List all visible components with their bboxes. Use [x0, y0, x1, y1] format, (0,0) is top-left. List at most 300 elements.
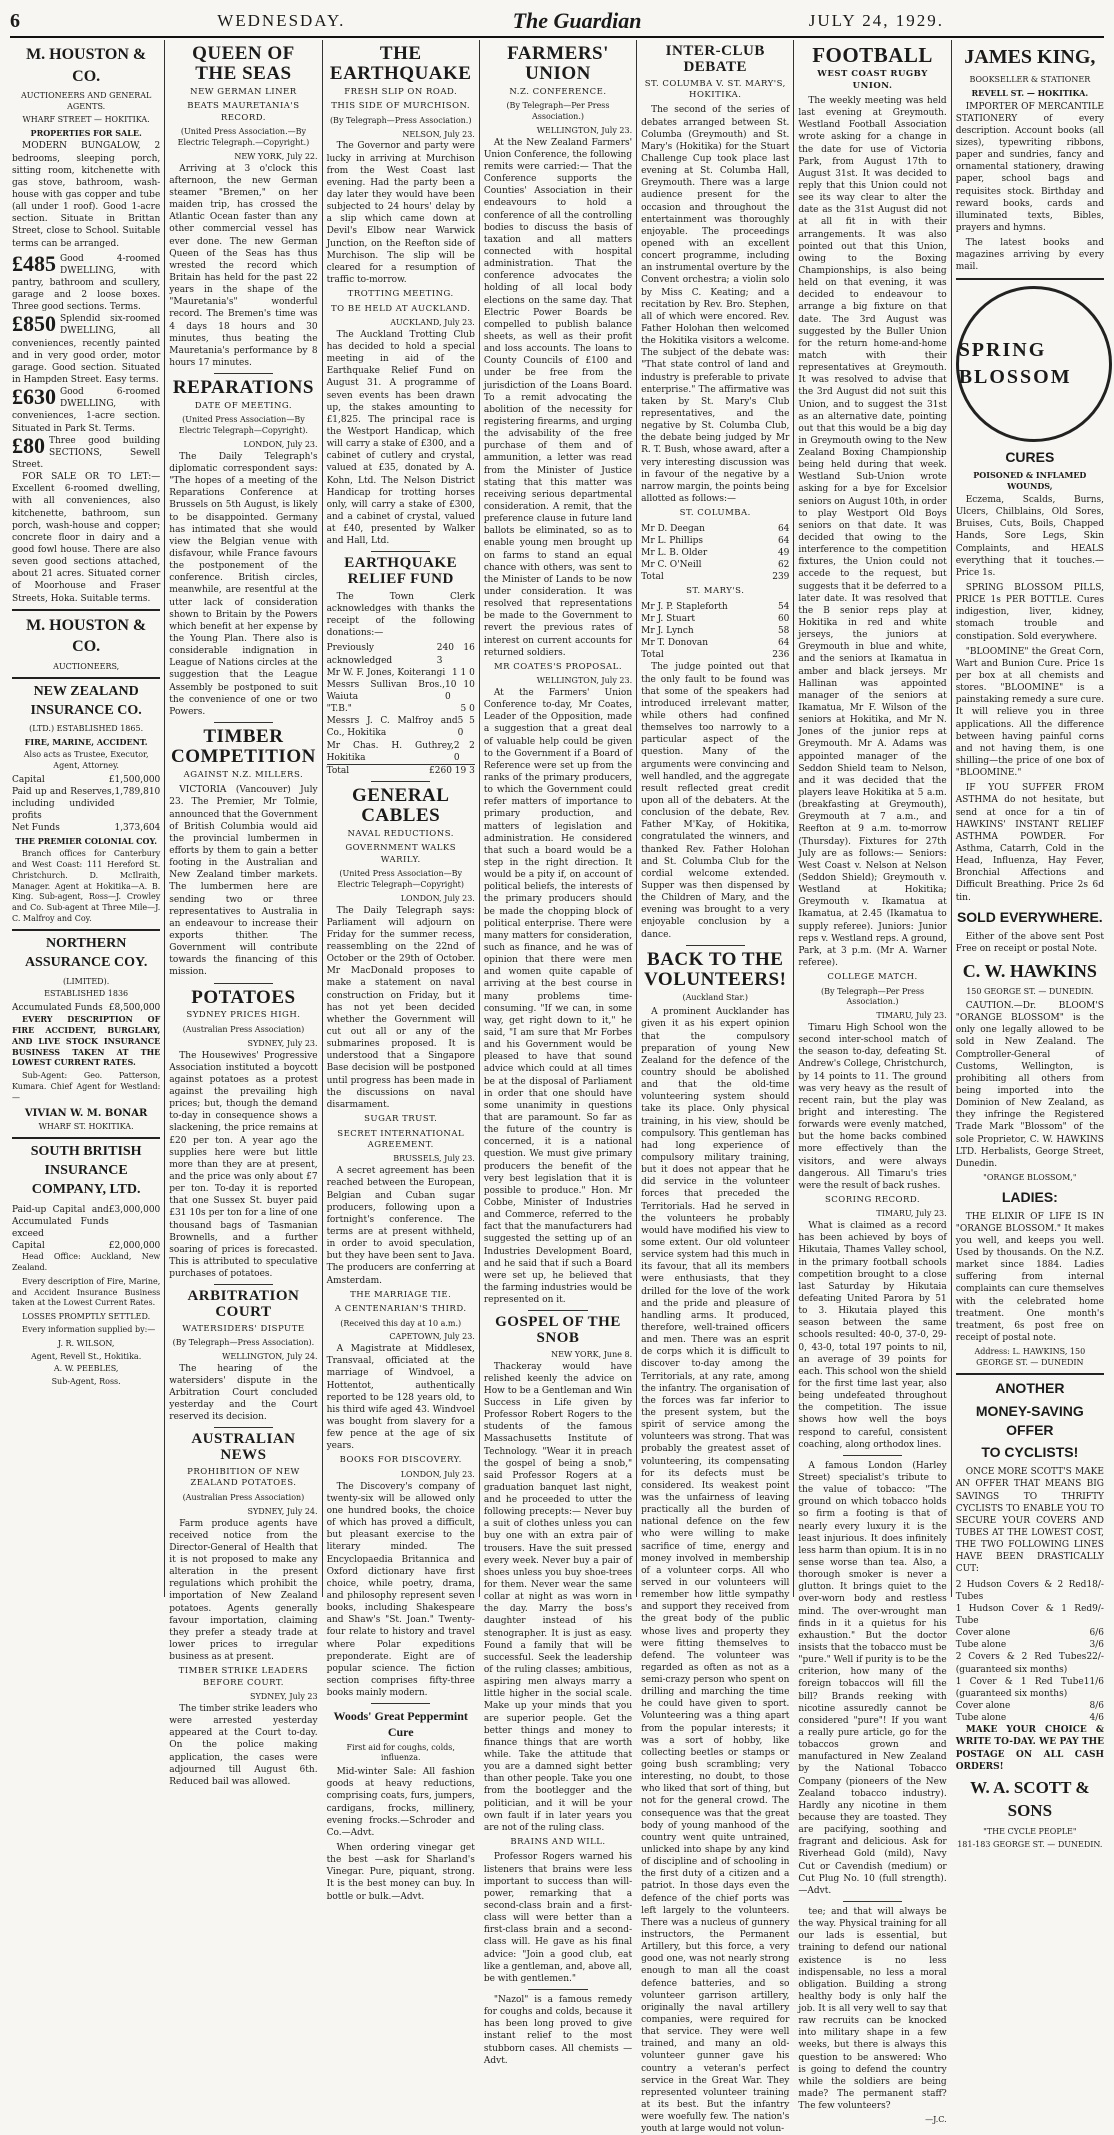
article-text: The Governor and party were lucky in arriving at Murchison from the West Coast last evening. Had the party been a day later they would have been subjected to 24 hours' delay by a slip which came down at Devil's Elbow near Warwick Junction, on the Reefton side of Murchison. The slip will be cleared for a resumption of traffic to-morrow. [326, 141, 475, 285]
amount: 10 10 0 [444, 679, 475, 702]
ad-offer: MONEY-SAVING OFFER [975, 1402, 1084, 1438]
dateline: WELLINGTON, July 23. [536, 676, 633, 686]
score-row [641, 547, 789, 559]
divider [214, 373, 273, 374]
item: Cover alone [955, 1628, 1011, 1639]
nac-name: NORTHERN ASSURANCE COY. [24, 935, 148, 970]
article-text: The Auckland Trotting Club has decided to hold a special meeting in aid of the Earthquake Relief Fund on August 31. A programme of seven events has been drawn up, the stakes amounting to £1,825. The principal race is the Westport Handicap, which will carry a stake of £300, and a cabinet of cutlery and crystal, valued at £35, donated by A. Kohn, Ltd. The Nelson District Handicap for trotting horses only, will carry a stake of £300, and a cabinet of crystal, valued at £40, presented by Walker and Hall, Ltd. [326, 329, 475, 547]
sbi-text: Every description of Fire, Marine, and Accident Insurance Business taken at the Lowest Current Rates. [12, 1276, 161, 1308]
column-3-news [323, 40, 480, 1902]
bonar-name: VIVIAN W. M. BONAR [24, 1107, 148, 1119]
subhead: N.Z. CONFERENCE. [509, 86, 607, 97]
nzi-acts: Also acts as Trustee, Executor, Agent, Attorney. [23, 750, 149, 770]
label: Capital [12, 774, 45, 785]
credit: (Australian Press Association) [182, 1492, 305, 1502]
wilson-name: J. R. WILSON, [57, 1338, 115, 1348]
item: 2 Covers & 2 Red Tubes (guaranteed six months) [955, 1652, 1087, 1675]
masthead-date: JULY 24, 1929. [808, 11, 944, 30]
ad-text: Eczema, Scalds, Burns, Ulcers, Chilblains, Old Sores, Bruises, Cuts, Boils, Chapped Hands, Sore Legs, Skin Complaints, and HEALS everything that it touches.—Price 1s. [955, 495, 1104, 578]
ad-hawkins-addr: 150 GEORGE ST. — DUNEDIN. [966, 987, 1094, 997]
dateline: LONDON, July 23. [400, 1469, 475, 1479]
dateline: WELLINGTON, July 24. [222, 1351, 318, 1361]
article-text: The timber strike leaders who were arrested yesterday appeared at the Court to-day. On the police making application, the cases were adjourned till August 6th. Reduced bail was allowed. [169, 1703, 318, 1787]
headline: GENERAL CABLES [351, 784, 450, 826]
subhead: TO BE HELD AT AUCKLAND. [330, 303, 471, 314]
price: 3/6 [1089, 1640, 1104, 1651]
sbi-paid [12, 1204, 160, 1240]
ad-text: IF YOU SUFFER FROM ASTHMA do not hesitate, but send at once for a tin of HAWKINS' INSTANT RELIEF ASTHMA POWDER. For Asthma, Catarrh, Cold in the Head, Influenza, Hay Fever, Bronchial Affections and Difficult Breathing. Price 2s 6d tin. [955, 783, 1104, 903]
credit: (By Telegraph—Press Association). [172, 1338, 315, 1348]
divider [214, 1427, 273, 1428]
team-name: ST. COLUMBA. [679, 508, 751, 519]
sbi-losses: LOSSES PROMPTLY SETTLED. [22, 1312, 151, 1322]
ad-text: CAUTION.—Dr. BLOOM'S "ORANGE BLOSSOM" is the only one legally allowed to be sold in New Zealand. The Comptroller-General of Customs, Wellington, is prohibiting all others from being imported into the Dominion of New Zealand, as they infringe the Registered Trade Mark "Blossom" of the sole Proprietor, C. W. HAWKINS LTD. Herbalists, George Street, Dunedin. [955, 1000, 1104, 1169]
subhead: SYDNEY PRICES HIGH. [186, 1010, 301, 1021]
nac-text: EVERY DESCRIPTION OF FIRE ACCIDENT, BURGLARY, AND LIVE STOCK INSURANCE BUSINESS TAKEN AT THE LOWEST CURRENT RATES. [12, 1014, 161, 1068]
ad-prop-850 [12, 313, 160, 386]
ad-prop-485 [12, 250, 161, 314]
points: 58 [777, 626, 790, 636]
ad-text: Either of the above sent Post Free on receipt or postal Note. [955, 931, 1104, 954]
ad-prop-text: MODERN BUNGALOW, 2 bedrooms, sleeping porch, sitting room, kitchenette with gas stove, bathroom, wash-house with gas copper and tube (all under 1 roof). Good 1-acre section. Situate in Brittan Street, close to School. Suitable terms can be arranged. [12, 141, 161, 249]
ad-scott-addr: 181-183 GEORGE ST. — DUNEDIN. [957, 1839, 1103, 1849]
article-text: A famous London (Harley Street) specialist's tribute to the value of tobacco: "The ground on which tobacco holds so firm a footing is that of nearly every luxury it is the least injurious. It does infinitely less harm than opium. It is in no sense worse than tea. Also, a thorough smoker is never a glutton. It brings quiet to the over-worn body and restless mind. The over-wrought man finds in it a quietus for his exhaustion." But the doctor insists that the tobacco must be "pure." Well if purity is to be the criterion, how many of the foreign tobaccos will fill the bill? Brands reeking with nicotine assuredly cannot be considered "pure"! If you want a really pure article, go for the tobaccos grown and manufactured in New Zealand by the National Tobacco Company (pioneers of the New Zealand tobacco industry). Hardly any nicotine in them because they are toasted. They are pacifying, soothing and fragrant and delicious. Ask for Riverhead Gold (mild), Navy Cut or Cavendish (medium) or Cut Plug No. 10 (full strength).—Advt. [798, 1460, 947, 1896]
headline: THE EARTHQUAKE [329, 43, 472, 84]
divider [371, 551, 430, 552]
dateline: NEW YORK, July 22. [234, 151, 318, 161]
nac-agent: Sub-Agent: Geo. Patterson, Kumara. Chief Agent for Westland:— [12, 1071, 161, 1102]
price: 22/- [1086, 1652, 1104, 1663]
article-text: A prominent Aucklander has given it as his expert opinion that the compulsory preparation of young New Zealand for the defence of the country should be abolished and that the old-time volunteering system should take its place. Only physical training, in his view, should be compulsory. This gentleman has had long experience of compulsory military training, but it does not appear that he did service in the volunteer forces that preceded the Territorials. Had he served in the volunteers he probably would have modified his view to some extent. Our old volunteer service system had this much in its favour, that all its members were enthusiasts, that they drilled for the love of the work and the pride and pleasure of handling arms. It produced, therefore, well-trained officers and men. There was an esprit de corps which it is difficult to discover to-day among the Territorials, at any rate, among the infantry. The organisation of the forces was far inferior to the present system, but the spirit of service among the volunteers was strong. That was probably the greatest asset of volunteering, its compensating for its defects must be considered. Its weakest point was the unfairness of leaving practically all the burden of national defence on the few who were willing to make sacrifice of time, energy and money involved in membership of a volunteer corps. All who served in our volunteers will remember how little sympathy and support they received from the great body of the public whose lives and property they were fitting themselves to defend. The volunteer was regarded as often as not as a semi-crazy person who spent on drilling and marching the time he could have given to sport. Volunteering was a thing apart from the popular interests; it was a sort of hobby, like collecting beetles or stamps or going bush scrambling; very interesting, no doubt, to those who liked that sort of thing, but not for the general crowd. The consequence was that the great body of young manhood of the country went quite untrained, unlicked into shape by any kind of discipline and of schooling in the first duty of a citizen and a patriot. In those days even the defence of the chief ports was left largely to the volunteers. There was a nucleus of gunnery instructors, the Permanent Artillery, but this force, a very good one, was not nearly strong enough to man all the coast defence batteries, and so volunteer garrison artillery, originally the naval artillery companies, were required for that service. They were well trained, and many an old-volunteer gunner gave his country a veteran's perfect service in the Great War. They represented volunteer training at its best. But the infantry were woefully few. The nation's youth at large would not volun- [641, 1007, 790, 2135]
amount: £260 19 3 [429, 765, 475, 776]
score-total [641, 571, 789, 583]
divider [12, 609, 160, 611]
dateline: BRUSSELS, July 23. [393, 1154, 475, 1164]
donor: Messrs J. C. Malfroy and Co., Hokitika [326, 716, 458, 739]
ad-sold: SOLD EVERYWHERE. [956, 908, 1103, 925]
ad-king-addr: REVELL ST. — HOKITIKA. [971, 87, 1089, 98]
columns [8, 40, 1108, 2135]
credit: (By Telegraph—Press Association.) [329, 115, 472, 125]
credit: (Australian Press Association) [182, 1024, 305, 1034]
ad-king-sub: BOOKSELLER & STATIONER [969, 75, 1091, 84]
headline: QUEEN OF THE SEAS [192, 43, 295, 84]
nac-est: ESTABLISHED 1836 [44, 989, 129, 999]
value: 1,373,604 [114, 823, 161, 834]
value: £1,500,000 [108, 774, 161, 785]
headline: FARMERS' UNION [507, 43, 609, 84]
subhead: SUGAR TRUST. [364, 1114, 438, 1125]
item: Tube alone [955, 1713, 1007, 1724]
speaker: Mr J. Stuart [641, 613, 695, 624]
price: 11/6 [1083, 1676, 1104, 1687]
ad-text: SPRING BLOSSOM PILLS, PRICE 1s PER BOTTLE. Cures indigestion, liver, kidney, stomach trouble and constipation. Sold everywhere. [955, 583, 1104, 642]
subhead: BRAINS AND WILL. [510, 1837, 606, 1847]
subhead: TIMBER STRIKE LEADERS BEFORE COURT. [178, 1666, 309, 1688]
ad-sale-text: FOR SALE OR TO LET:—Excellent 6-roomed dwelling, with all conveniences, also kitchenette, bathroom, sun porch, wash-house and copper; concrete floor in dairy and a good fowl house. There are also seven good sections attached, about 21 acres. Situated corner of Moorhouse and Fraser Streets, Hoka. Suitable terms. [12, 472, 161, 604]
speaker: Mr C. O'Neill [641, 559, 702, 570]
divider [12, 929, 160, 931]
dateline: CAPETOWN, July 23. [389, 1332, 475, 1342]
credit: (United Press Association—By Electric Telegraph—Copyright). [178, 415, 308, 436]
article-text: A Magistrate at Middlesex, Transvaal, officiated at the marriage of Windvoel, a Hottentot, authentically reported to be 128 years old, to his third wife aged 43. Windvoel was bought from slavery for a few pence at the age of six years. [326, 1344, 475, 1452]
label: Paid-up Capital and Accumulated Funds exceed [12, 1204, 109, 1239]
ad-orange-blossom: "ORANGE BLOSSOM," [983, 1172, 1077, 1182]
score-row [641, 523, 789, 535]
headline: REPARATIONS [172, 377, 314, 399]
article-text: A secret agreement has been reached between the European, Belgian and Cuban sugar producers, following upon a fortnight's conference. The terms are at present withheld, in order to avoid speculation, but they have been sent to Java. The producers are conferring at Amsterdam. [326, 1166, 475, 1286]
divider [956, 1373, 1104, 1375]
credit: (United Press Association—By Electric Telegraph—Copyright) [337, 869, 464, 890]
label: Accumulated Funds [12, 1003, 103, 1014]
credit: (By Telegraph—Per Press Association.) [506, 101, 610, 122]
dateline: TIMARU, July 23. [876, 1209, 947, 1219]
ad-prop-630 [12, 386, 160, 435]
headline: ARBITRATION COURT [187, 1288, 300, 1320]
price: £630 [12, 384, 56, 410]
dateline: LONDON, July 23. [243, 440, 318, 450]
credit: (United Press Association.—By Electric Telegraph.—Copyright.) [177, 127, 310, 148]
points: 60 [777, 613, 790, 624]
headline: POTATOES [191, 986, 296, 1008]
column-6-sport [794, 40, 951, 2125]
price-row [956, 1627, 1104, 1639]
subhead: AGAINST N.Z. MILLERS. [183, 769, 304, 780]
article-text: The second of the series of debates arranged between St. Columba (Greymouth) and St. Mary's (Hokitika) for the Stuart Challenge Cup took place last evening at St. Columba Hall, Greymouth. There was a large audience present for the occasion and throughout the entertainment was thoroughly enjoyable. The proceedings opened with an excellent concert programme, including an instrumental overture by the Convent orchestra; a violin solo by Miss C. Keating; and a recitation by Rev. Bro. Stephen, all of which were encored. Rev. Father Holohan then welcomed the Hokitika visitors a welcome. The subject of the debate was: "That state control of land and industry is preferable to private enterprise." The affirmative was taken by St. Mary's Club representatives, and the negative by St. Columba Club, the debate being judged by Mr R. T. Bush, whose award, after a very interesting discussion was in favour of the negative by a narrow margin, the points being allotted as follows:— [641, 105, 790, 504]
label: Total [326, 765, 350, 776]
donor: Mr Chas. H. Guthrey, Hokitika [326, 740, 454, 763]
masthead-day: WEDNESDAY. [217, 11, 346, 30]
amount: 5 5 0 [457, 716, 475, 739]
score-row [641, 559, 789, 571]
ad-text: The latest books and magazines arriving by every mail. [955, 238, 1104, 273]
price: 6/6 [1089, 1628, 1104, 1639]
amount: 2 2 0 [453, 740, 475, 763]
points: 62 [777, 559, 790, 570]
column-2-news [165, 40, 322, 1787]
ad-text: When ordering vinegar get the best —ask for Sharland's Vinegar. Pure, piquant, strong. It is the best money can buy. In bottle or bulk.—Advt. [326, 1843, 475, 1902]
nzi-sub: (LTD.) ESTABLISHED 1865. [29, 724, 144, 734]
ad-address: Address: L. HAWKINS, 150 GEORGE ST. — DUNEDIN [974, 1347, 1086, 1367]
label: Capital [12, 1241, 45, 1252]
headline: FOOTBALL [812, 43, 933, 67]
donor: Previously acknowledged [326, 643, 393, 666]
premier-colonial: THE PREMIER COLONIAL COY. [15, 836, 157, 847]
article-text: tee; and that will always be the way. Physical training for all our lads is essential, but training to defend our national existence is no less indispensable, no less a moral obligation. Building a strong healthy body is only half the job. It is all very well to say that raw recruits can be knocked into military shape in a few weeks, but there is always this question to be answered: Who is going to defend the country while the soldiers are being made? The permanent staff? The few volunteers? [798, 1906, 947, 2112]
item: 1 Cover & 1 Red Tube (guaranteed six months) [955, 1676, 1084, 1699]
ad-another: ANOTHER [995, 1379, 1065, 1396]
divider [686, 945, 745, 946]
wilson-role: Agent, Revell St., Hokitika. [31, 1351, 142, 1361]
price-row [956, 1712, 1104, 1724]
premier-colonial-text: Branch offices for Canterbury and West Coast: 111 Hereford St. Christchurch. D. McIlraith, Manager. Agent at Hokitika—A. B. King. Sub-agent, Ross—J. Crowley and Co. Sub-agent at Three Mile—J. C. Malfroy and Coy. [12, 849, 161, 923]
headline: TIMBER COMPETITION [170, 725, 316, 767]
ad-firm-address: WHARF STREET — HOKITIKA. [22, 114, 150, 124]
ad-firm-sub: AUCTIONEERS AND GENERAL AGENTS. [20, 91, 152, 111]
subhead: ST. COLUMBA V. ST. MARY'S, HOKITIKA. [644, 78, 786, 100]
article-text: The Town Clerk acknowledges with thanks the receipt of the following donations:— [326, 591, 475, 639]
article-text: The hearing of the watersiders' dispute in the Arbitration Court concluded yesterday and the Court reserved its decision. [169, 1363, 318, 1423]
dateline: TIMARU, July 23. [876, 1011, 947, 1021]
credit: (By Telegraph—Per Press Association.) [821, 986, 925, 1007]
donor: "T.B." [326, 704, 352, 715]
subhead: BEATS MAURETANIA'S RECORD. [187, 101, 300, 123]
headline: AUSTRALIAN NEWS [191, 1431, 296, 1464]
subhead: TROTTING MEETING. [347, 289, 454, 300]
subhead: THIS SIDE OF MURCHISON. [331, 101, 471, 112]
value: £3,000,000 [108, 1204, 161, 1215]
peebles-role: Sub-Agent, Ross. [51, 1377, 121, 1387]
sbi-capital [12, 1240, 160, 1252]
subhead: SCORING RECORD. [824, 1194, 921, 1205]
score-total [641, 649, 789, 661]
ad-text: Mid-winter Sale: All fashion goods at heavy reductions, comprising coats, furs, jumpers, cardigans, frocks, millinery, evening frocks.—Schroder and Co.—Advt. [326, 1767, 475, 1838]
price: 18/- [1086, 1579, 1104, 1590]
divider [528, 1310, 587, 1311]
price: 8/6 [1089, 1700, 1104, 1711]
amount: 240 16 3 [436, 643, 475, 666]
article-text: The Daily Telegraph says: Parliament will adjourn on Friday for the summer recess, reassembling on the 22nd of October or the 29th of October. Mr MacDonald proposes to make a statement on naval construction on Friday, but it has not yet been decided whether the Government will cut out all or any of the submarines proposed. It is understood that a Singapore Base decision will be postponed until progress has been made in the discussions on naval disarmament. [326, 905, 475, 1110]
item: Cover alone [955, 1700, 1011, 1711]
ad-king-name: JAMES KING, [964, 46, 1096, 68]
ad-cures-sub: POISONED & INFLAMED WOUNDS, [973, 470, 1087, 492]
price-row [956, 1603, 1104, 1627]
ad-text: "Nazol" is a famous remedy for coughs and colds, because it has been long proved to give instant relief to the most stubborn cases. All chemists —Advt. [483, 1995, 633, 2066]
dateline: NELSON, July 23. [402, 129, 475, 139]
speaker: Mr J. P. Stapleforth [641, 601, 728, 612]
column-7-ads [952, 40, 1108, 1849]
divider [12, 677, 160, 679]
subhead: DATE OF MEETING. [194, 401, 293, 411]
ad-prop-80 [12, 432, 161, 471]
speaker: Mr D. Deegan [641, 523, 705, 534]
nzi-paid [12, 786, 160, 822]
bonar-address: WHARF ST. HOKITIKA. [38, 1122, 134, 1132]
label: Total [641, 572, 664, 583]
ad-scott: W. A. SCOTT & SONS [970, 1777, 1090, 1820]
sbi-office: Head Office: Auckland, New Zealand. [12, 1252, 161, 1272]
ad-prop-text: Three good building SECTIONS, Sewell Street. [12, 435, 161, 471]
divider [371, 781, 430, 782]
ad-peppermint: Woods' Great Peppermint Cure [333, 1709, 468, 1740]
column-5-news [637, 40, 794, 2135]
sbi-info: Every information supplied by:— [22, 1324, 156, 1334]
ad-text: IMPORTER OF MERCANTILE STATIONERY of every description. Account books (all sizes), typewriting ribbons, paper and sundries, fancy and ornamental stationery, drawing paper, school bags and requisites stock. Birthday and reward books, cards and illuminated texts, Bibles, prayers and hymns. [955, 101, 1104, 233]
ad-text: ONCE MORE SCOTT'S MAKE AN OFFER THAT MEANS BIG SAVINGS TO THRIFTY CYCLISTS TO ENABLE YOU TO SECURE YOUR COVERS AND TUBES AT THE LOWEST COST, THE TWO FOLLOWING LINES HAVE BEEN DRASTICALLY CUT: [955, 1467, 1104, 1575]
ad-prop-text: Good 4-roomed DWELLING, with pantry, bathroom and scullery, garage and 2 loose boxes. Three good sections. Terms. [12, 253, 161, 313]
ad-props-heading: PROPERTIES FOR SALE. [30, 127, 142, 138]
dateline: WELLINGTON, July 23. [536, 125, 633, 135]
points: 64 [777, 535, 790, 546]
nzi-name: NEW ZEALAND INSURANCE CO. [30, 683, 142, 718]
item: 2 Hudson Covers & 2 Red Tubes [955, 1579, 1087, 1602]
points: 64 [777, 523, 790, 534]
ad-firm-name-2: M. HOUSTON & CO. [26, 616, 147, 656]
article-text: The judge pointed out that the only fault to be found was that some of the speakers had introduced irrelevant matter, while others had confined themselves too narrowly to a particular aspect of the question. Many of the arguments were convincing and well handled, and the aggregate result reflected great credit upon all of the debaters. At the conclusion of the debate, Rev. Father M'Kay, of Hokitika, congratulated the winners, and thanked Rev. Father Holohan and St. Columba Club for the cordial welcome extended. Supper was then dispensed by the Children of Mary, and the evening was brought to a very enjoyable conclusion by a dance. [641, 662, 790, 940]
article-text: What is claimed as a record has been achieved by boys of Hikutaia, Thames Valley school, in the primary football schools competition brought to a close last Saturday by Hikutaia defeating United Parora by 51 to 3. Hikutaia played this season between the same schools resulted: 40-0, 37-0, 29-0, 43-0, total 197 points to nil, an average of 39 points for each. This school won the shield for the first time last year, also being undefeated throughout the competition. The issue shows how well the boys respond to careful, consistent coaching, along orthodox lines. [798, 1221, 947, 1450]
ad-cures: CURES [1005, 448, 1055, 465]
article-text: Thackeray would have relished keenly the advice on How to be a Gentleman and Win Success in Life given by Professor Robert Rogers to the students of the famous Massachusetts Institute of Technology. "Wear it in preach the gospel of being a snob," said Professor Rogers at a graduation banquet last night, and he proceeded to utter the following precepts:— Never buy a suit of clothes unless you can buy one with an extra pair of trousers. Have the suit pressed every week. Never buy a pair of shoes unless you buy shoe-trees for them. Never wear the same collar at night as was worn in the day. Marry the boss's daughter instead of his stenographer. It is just as easy. Found a family that will be successful. Seek the leadership of the ruling classes; ambitious, aspiring men always marry a little higher in the social scale. Make up your minds that you are superior people. Get the better things and money to finance things that are worth while. Take the attitude that you are a damned sight better than other people. Take you one from the bootlegger and the politician, and it will be your own fault if in later years you are not of the ruling class. [483, 1361, 633, 1833]
sbi-name: SOUTH BRITISH INSURANCE COMPANY, LTD. [30, 1143, 142, 1197]
subhead: NEW GERMAN LINER [190, 86, 297, 97]
score-row [641, 625, 789, 637]
nac-sub: (LIMITED). [63, 976, 110, 986]
score-row [641, 613, 789, 625]
fund-total [327, 764, 475, 777]
headline: BACK TO THE VOLUNTEERS! [644, 948, 787, 990]
nzi-net [12, 822, 160, 834]
price-row [956, 1700, 1104, 1712]
subhead: BOOKS FOR DISCOVERY. [339, 1455, 462, 1466]
article-text: The Daily Telegraph's diplomatic correspondent says: "The hopes of a meeting of the Reparations Conference at Brussels on 5th August, is likely to be disappointed. Germany has intimated that she would view the Belgian venue with disfavour, while France favours the postponement of the conference. British circles, meanwhile, are resentful at the utter lack of consideration shown to Britain by the Powers which benefit at her expense by the Young Plan. There also is considerable indignation in League of Nations circles at the suggestion that the League Assembly be postponed to suit the convenience of one or two Powers. [169, 451, 318, 717]
score-row [641, 601, 789, 613]
price: £80 [12, 432, 45, 458]
signature: —J.C. [925, 2115, 947, 2125]
column-1-classifieds [8, 40, 165, 1597]
divider [214, 1284, 273, 1285]
masthead [10, 6, 1104, 38]
fund-row [327, 679, 475, 703]
ad-text: "BLOOMINE" the Great Corn, Wart and Bunion Cure. Price 1s per box at all chemists and stores. "BLOOMINE" is a painstaking remedy a sure cure. It will relieve you in three applications. All the difference between having painful corns and not having them, is one shilling—the price of one box of "BLOOMINE." [955, 646, 1104, 779]
column-4-news [480, 40, 637, 2066]
team-name: ST. MARY'S. [686, 586, 745, 597]
fund-row [327, 715, 475, 739]
article-text: At the New Zealand Farmers' Union Conference, the following remits were carried:— That the Conference supports the Counties' Association in their endeavours to hold a conference of all the controlling bodies to discuss the basis of taxation and all matters connected with hospital administration. That the conference advocates the holding of all local body elections on the same day. That Electric Power Boards be compelled to publish balance sheets, as well as their profit and loss accounts. The loans to County Councils of £100 and under be free from the jurisdiction of the Loans Board. To a remit advocating the abolition of the necessity for registering firearms, and urging the advisability of the free purchase of them and of ammunition, a letter was read from the Minister of Justice stating that this matter was receiving serious departmental consideration. A remit, that the preference clause in future land ballots be eliminated, so as to enable young men brought up on farms to stand an equal chance with others, was sent to the Minister of Lands to be now under consideration. It was resolved that representations be made to the Government to revert the previous rates of interest on current accounts for returned soldiers. [483, 137, 633, 658]
page-number: 6 [10, 9, 20, 32]
divider [214, 983, 273, 984]
divider [956, 278, 1104, 280]
amount: 1 1 0 [451, 667, 475, 678]
divider [843, 1901, 902, 1902]
dateline: SYDNEY, July 23 [250, 1692, 318, 1702]
article-text: Professor Rogers warned his listeners that brains were less important to success than will-power, remarking that a second-class brain and a first-class will were better than a first-class brain and a second-class will. He gave as his final advice: "Join a good club, eat like a gentleman, and, above all, be with gentlemen." [483, 1852, 633, 1984]
fund-row [327, 740, 475, 764]
article-text: VICTORIA (Vancouver) July 23. The Premier, Mr Tolmie, announced that the Government of British Columbia would aid the provincial lumbermen in efforts by them to gain a better footing in the Australian and New Zealand timber markets. The lumbermen here are sending two or three representatives to Australia in an endeavour to increase their exports thither. The Government will contribute towards the financing of this mission. [169, 785, 318, 978]
divider [843, 1455, 902, 1456]
dateline: SYDNEY, July 24. [247, 1506, 318, 1516]
price-row [956, 1639, 1104, 1651]
headline: INTER-CLUB DEBATE [665, 43, 765, 75]
divider [528, 1989, 587, 1990]
ad-cyclists: TO CYCLISTS! [981, 1444, 1079, 1461]
score-row [641, 637, 789, 649]
divider [12, 1137, 160, 1139]
ad-prop-text: Good 6-roomed DWELLING, with conveniences, 1-acre section. Situated in Park St. Terms. [12, 387, 161, 434]
ad-text: MAKE YOUR CHOICE & WRITE TO-DAY. WE PAY THE POSTAGE ON ALL CASH ORDERS! [955, 1725, 1104, 1772]
masthead-title: The Guardian [512, 8, 642, 33]
item: 1 Hudson Cover & 1 Red Tube [955, 1603, 1093, 1626]
subhead: COLLEGE MATCH. [827, 972, 918, 983]
article-text: Arriving at 3 o'clock this afternoon, the new German steamer "Bremen," on her maiden trip, has crossed the Atlantic Ocean faster than any other commercial vessel has ever done. The new German Queen of the Seas has thus wrested the record which Britain has held for the past 22 years in the shape of the "Mauretania's" wonderful record. The Bremen's time was 4 days 18 hours and 30 minutes, thus beating the Mauretania's performance by 8 hours 17 minutes. [169, 163, 318, 368]
subhead: WEST COAST RUGBY UNION. [817, 69, 928, 91]
points: 236 [772, 650, 790, 661]
price-row [956, 1579, 1104, 1603]
ad-text: THE ELIXIR OF LIFE IS IN "ORANGE BLOSSOM." It makes you well, and keeps you well. Used by thousands. On the N.Z. market since 1884. Ladies suffering from internal complaints can cure themselves with the celebrated home treatment. One month's treatment, 6s post free on receipt of postal note. [955, 1211, 1104, 1344]
divider [371, 1703, 430, 1704]
amount: 5 0 [460, 704, 475, 715]
ad-scott-sub: "THE CYCLE PEOPLE" [983, 1826, 1077, 1836]
points: 64 [777, 638, 790, 649]
label: Net Funds [12, 823, 60, 834]
headline: GOSPEL OF THE SNOB [495, 1314, 621, 1346]
price: 9/- [1092, 1603, 1104, 1614]
ad-firm-name: M. HOUSTON & CO. [26, 46, 147, 85]
divider [214, 722, 273, 723]
subhead: THE MARRIAGE TIE. [350, 1289, 452, 1300]
price-list [956, 1579, 1104, 1725]
spring-blossom-logo: SPRING BLOSSOM [956, 286, 1112, 442]
price-row [956, 1651, 1104, 1675]
points: 239 [772, 572, 790, 583]
ad-prop-text: Splendid six-roomed DWELLING, all conveniences, recently painted and in very good order, motor garage. Good section. Situated in Hampden Street. Easy terms. [12, 314, 161, 386]
dateline: AUCKLAND, July 23. [390, 318, 475, 328]
nzi-kinds: FIRE, MARINE, ACCIDENT. [24, 737, 148, 748]
peebles-name: A. W. PEEBLES, [53, 1364, 119, 1374]
subhead: PROHIBITION OF NEW ZEALAND POTATOES. [187, 1466, 300, 1489]
subhead: SECRET INTERNATIONAL AGREEMENT. [337, 1128, 465, 1150]
nzi-capital [12, 774, 160, 786]
item: Tube alone [955, 1640, 1007, 1651]
ad-firm-sub-2: AUCTIONEERS, [53, 661, 120, 671]
subhead: GOVERNMENT WALKS WARILY. [345, 843, 457, 865]
subhead: FRESH SLIP ON ROAD. [344, 86, 458, 97]
fund-list [327, 642, 475, 777]
article-text: The weekly meeting was held last evening at Greymouth. Westland Football Association wrote asking for a change in the date for use of Victoria Park, from August 17th to August 31st. It was decided to reply that this Union could not see its way clear to alter the date as the 31st August did not at all fit in with their arrangements. It was also pointed out that this Union, owing to the Boxing Championships, is also being held on that evening, it was decided to endeavour to arrange a big fixture on that date. The 3rd August was suggested by the Buller Union for the return home-and-home match with their representatives at Greymouth. It was resolved to advise that the 3rd August did not suit this Union, and to suggest the 31st as an alternative date, pointing out that this would be a big day in Greymouth owing to the New Zealand Boxing Championship being held during that week. Westland Sub-Union wrote asking for a bye for Excelsior seniors on August 10th, in order to play Westport Old Boys seniors on that date. It was decided that owing to the interference to the competition fixtures, the Union could not accede to the request, but suggests that it be deferred to a later date. It was resolved that the B senior reps play at Hokitika in red and white jerseys, the juniors at Greymouth in blue and white, and the seniors at Ikamatua in amber and black jerseys. Mr Hallinan was appointed manager of the seniors at Ikamatua, Mr F. Wilson of the seniors at Hokitika, and Mr N. Jones of the junior reps at Greymouth. Mr A. Adams was appointed manager of the Seddon Shield team to Nelson, and it was decided that the players leave Hokitika at 5 a.m. (breakfasting at Greymouth), Greymouth at 7 a.m., and Reefton at 9 a.m. to-morrow (Thursday). Fixtures for 27th July are as follows:— Seniors: West Coast v. Nelson at Nelson (Seddon Shield); Greymouth v. Westland at Hokitika; Greymouth v. Ikamatua at Ikamatua, at 2.45 (Ikamatua to supply referee). Juniors: Junior reps v. Westland reps. A ground, Park, at 3 p.m. (Mr A. Warner referee). [798, 95, 947, 968]
price: £850 [12, 311, 56, 337]
label: Total [641, 650, 664, 661]
value: £8,500,000 [108, 1003, 161, 1014]
ad-hawkins: C. W. HAWKINS [962, 960, 1097, 981]
donor: Messrs Sullivan Bros., Waiuta [326, 679, 445, 702]
fund-row [327, 642, 475, 666]
nac-funds [12, 1002, 160, 1014]
dateline: LONDON, July 23. [400, 893, 475, 903]
fund-row [327, 703, 475, 715]
ad-ladies: LADIES: [1001, 1188, 1058, 1205]
speaker: Mr J. Lynch [641, 626, 694, 636]
article-text: The Discovery's company of twenty-six will be allowed only one hundred books, the choice of which has proved a difficult, but pleasant exercise to the literary minded. The Encyclopaedia Britannica and Oxford dictionary have first choice, while poetry, drama, and philosophy represent seven books, including Shakespeare and Shaw's "St. Joan." Twenty-four relate to history and travel where Polar expeditions preponderate. Eight are of popular science. The fiction section comprises fifty-three books mainly modern. [326, 1481, 475, 1699]
article-text: Farm produce agents have received notice from the Director-General of Health that it is not proposed to make any alteration in the present regulations which prohibit the importation of New Zealand potatoes. Agents generally favour importation, claiming they prefer a steady trade at lower prices to irregular business as at present. [169, 1518, 318, 1663]
dateline: SYDNEY, July 23. [247, 1038, 318, 1048]
speaker: Mr T. Donovan [641, 638, 709, 649]
price: £485 [12, 250, 56, 276]
speaker: Mr L. B. Older [641, 547, 708, 558]
credit: (Received this day at 10 a.m.) [340, 1318, 462, 1328]
headline: EARTHQUAKE RELIEF FUND [344, 555, 458, 588]
article-text: The Housewives' Progressive Association instituted a boycott against potatoes as a protest against the prevailing high prices; but, though the demand to-day in consequence shows a slackening, the price remains at £20 per ton. A year ago the supplies here were but little more than they are at present, and the price was only about £7 per ton. To-day it is reported that one Sussex St. buyer paid £31 10s per ton for a line of one thousand bags of Tasmanian Brownells, and a further soaring of prices is forecasted. This is attributed to speculative purchases of potatoes. [169, 1050, 318, 1280]
dateline: NEW YORK, June 8. [551, 1349, 633, 1359]
donor: Mr W. F. Jones, Koiterangi [326, 667, 446, 678]
points: 54 [777, 601, 790, 612]
article-text: Timaru High School won the second inter-school match of the season to-day, defeating St. Andrew's College, Christchurch, by 14 points to 11. The ground was very heavy as the result of recent rain, but the play was bright and interesting. The forwards were evenly matched, but the home backs combined more effectively than the visitors, and were always dangerous. All Timaru's tries were the result of back rushes. [798, 1022, 947, 1191]
speaker: Mr L. Phillips [641, 535, 703, 546]
subhead: WATERSIDERS' DISPUTE [182, 1323, 305, 1334]
subhead: NAVAL REDUCTIONS. [347, 828, 454, 839]
price-row [956, 1676, 1104, 1700]
points: 49 [777, 547, 790, 558]
credit: (Auckland Star.) [682, 992, 749, 1002]
label: Paid up and Reserves, including undivided profits [12, 786, 115, 822]
article-text: At the Farmers' Union Conference to-day, Mr Coates, Leader of the Opposition, made a suggestion that a great deal of valuable help could be given to the Government if a Board of Reference were set up from the ranks of the primary producers, to which the Government could refer matters of importance to primary production, and matters of legislation and administration. He considered that such a board would be a step in the right direction. It would be a pity if, on account of political beliefs, the interests of the primary producers should be made the chopping block of political enterprise. There were many matters for consideration, such as finance, and he was of opinion that there were men and women quite capable of arriving at the best course in many problems time-consuming. "If we can, in some way, get right down to it," he said, "I am sure that Mr Forbes and his Government would be pleased to have that sound advice which could at all times be at the disposal of Parliament in order that one should have some unanimity in questions that are paramount. So far as the future of the country is concerned, it is a national question. We must give primary producers the benefit of the very best legislation that it is possible to produce." Hon. Mr Cobbe, Minister of Industries and Commerce, referred to the fact that the manufacturers had suggested the setting up of an Industries Development Board, and he said that if such a Board were set up, he believed that the farming industries would be represented on it. [483, 688, 633, 1306]
price: 4/6 [1089, 1713, 1104, 1724]
subhead: MR COATES'S PROPOSAL. [493, 661, 623, 672]
value: 1,789,810 [114, 786, 161, 797]
subhead: A CENTENARIAN'S THIRD. [334, 1304, 467, 1315]
ad-peppermint-sub: First aid for coughs, colds, influenza. [346, 1742, 455, 1763]
fund-row [327, 667, 475, 679]
value: £2,000,000 [108, 1241, 161, 1252]
score-row [641, 535, 789, 547]
